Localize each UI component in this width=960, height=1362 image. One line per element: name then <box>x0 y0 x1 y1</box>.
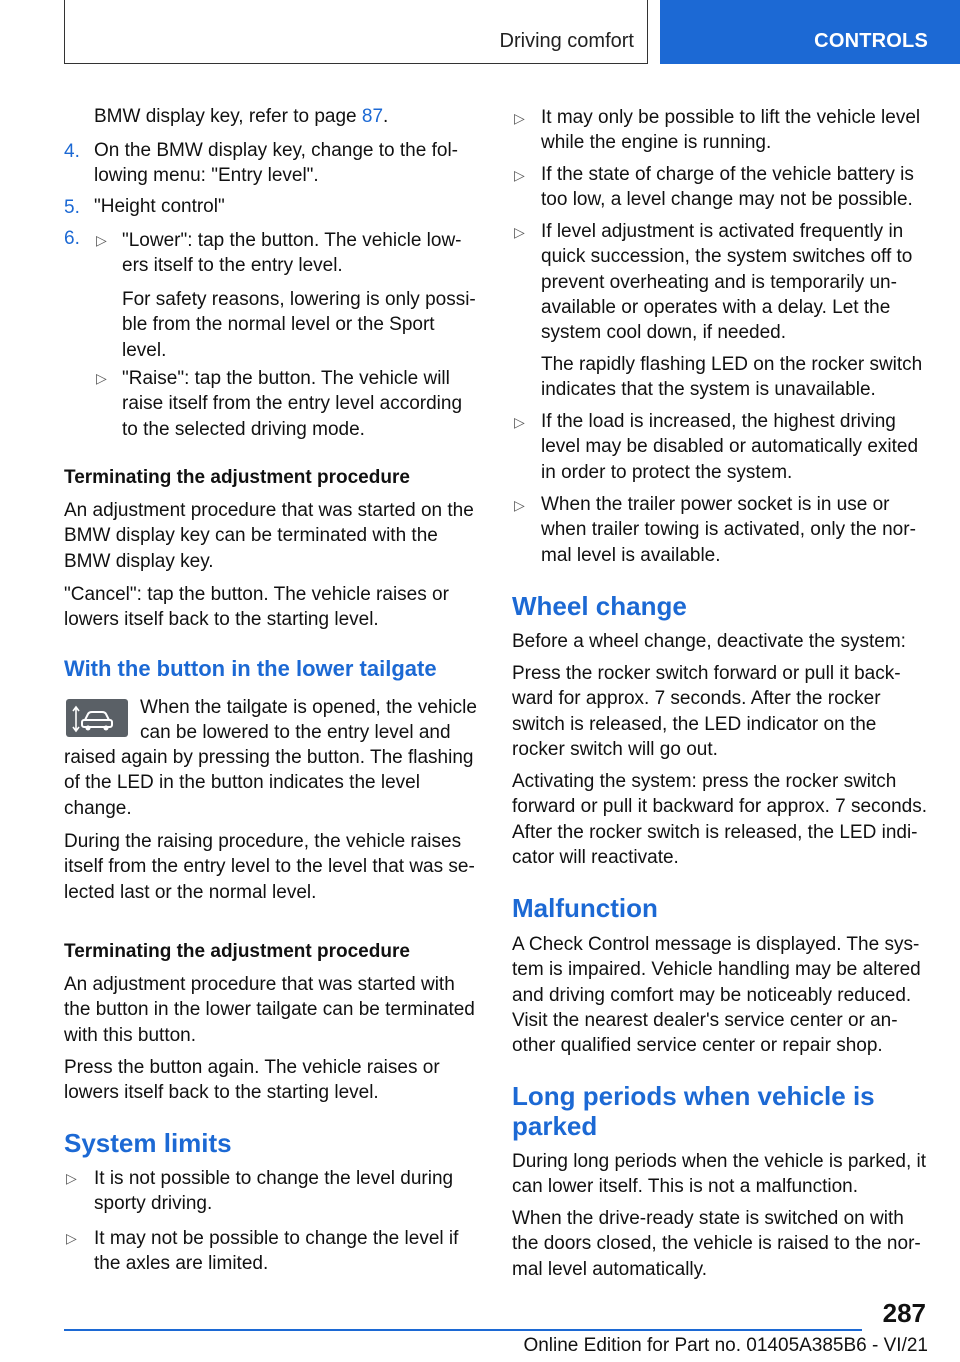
bullet-icon: ▷ <box>514 497 525 513</box>
bullet-icon: ▷ <box>514 224 525 240</box>
bullet-icon: ▷ <box>66 1230 77 1246</box>
heading-system-limits: System limits <box>64 1128 232 1158</box>
limit-bullet-5-note: The rapidly flashing LED on the rocker switch indicates that the system is unavailable. <box>541 354 923 401</box>
bullet-icon: ▷ <box>514 110 525 126</box>
subheading-terminating: Terminating the adjustment procedure <box>64 467 410 488</box>
limit-bullet-6: If the load is increased, the highest driving level may be disabled or automatically exited in order to protect the system. <box>541 411 919 483</box>
page-number: 287 <box>882 1298 926 1328</box>
subheading-terminating-2: Terminating the adjustment procedure <box>64 941 410 962</box>
terminating-text-2: An adjustment procedure that was started with the button in the lower tailgate can be terminated with this button. <box>64 974 475 1046</box>
press-again-text: Press the button again. The vehicle raises or lowers itself back to the starting level. <box>64 1057 440 1104</box>
footer-edition: Online Edition for Part no. 01405A385B6 - VI/21 <box>523 1335 928 1356</box>
step5-text: "Height control" <box>94 196 225 217</box>
wheel-change-intro: Before a wheel change, deactivate the system: <box>512 631 906 652</box>
step4-text: On the BMW display key, change to the fol- lowing menu: "Entry level". <box>94 140 458 187</box>
limit-bullet-7: When the trailer power socket is in use or when trailer towing is activated, only the nor- mal level is available. <box>541 494 916 566</box>
page-link[interactable]: 87 <box>361 106 384 127</box>
limit-bullet-2: It may not be possible to change the level if the axles are limited. <box>94 1228 459 1275</box>
limit-bullet-3: It may only be possible to lift the vehicle level while the engine is running. <box>541 107 921 154</box>
tailgate-text-top: When the tailgate is opened, the vehicle can be lowered to the entry level and <box>140 697 477 744</box>
step3-continuation: BMW display key, refer to page 87. <box>94 106 389 127</box>
heading-malfunction: Malfunction <box>512 893 658 923</box>
terminating-text: An adjustment procedure that was started on the BMW display key can be terminated with the BMW display key. <box>64 500 474 572</box>
limit-bullet-5: If level adjustment is activated frequently in quick succession, the system switches off to prevent overheating and is temporarily un- available or operates with a delay. Let the system cool down, if needed. <box>541 221 913 344</box>
car-level-icon <box>66 699 128 737</box>
chapter-tab-label: CONTROLS <box>814 30 928 52</box>
drive-ready-text: When the drive-ready state is switched on with the doors closed, the vehicle is raised to the nor- mal level automatically. <box>512 1208 921 1280</box>
step-number: 6. <box>64 228 80 249</box>
bullet-icon: ▷ <box>96 370 107 386</box>
raise-bullet-text: "Raise": tap the button. The vehicle will raise itself from the entry level according to the selected driving mode. <box>122 368 463 440</box>
heading-tailgate-button: With the button in the lower tailgate <box>64 656 437 681</box>
bullet-icon: ▷ <box>66 1170 77 1186</box>
heading-long-periods: Long periods when vehicle is parked <box>512 1081 875 1141</box>
tailgate-text: raised again by pressing the button. The flashing of the LED in the button indicates the level change. <box>64 747 474 819</box>
bullet-icon: ▷ <box>514 414 525 430</box>
malfunction-text: A Check Control message is displayed. The sys- tem is impaired. Vehicle handling may be altered and driving comfort may be noticeably reduced. Visit the nearest dealer's service center or an- other qualified service center or repair shop. <box>512 934 921 1057</box>
heading-wheel-change: Wheel change <box>512 591 687 621</box>
lower-bullet-note: For safety reasons, lowering is only possi- ble from the normal level or the Sport level. <box>122 289 476 361</box>
activating-text: Activating the system: press the rocker switch forward or pull it backward for approx. 7 seconds. After the rocker switch is released, the LED indi- cator will reactivate. <box>512 771 928 868</box>
step-number: 5. <box>64 197 80 218</box>
long-periods-text: During long periods when the vehicle is parked, it can lower itself. This is not a malfunction. <box>512 1151 927 1198</box>
cancel-text: "Cancel": tap the button. The vehicle raises or lowers itself back to the starting level. <box>64 584 449 631</box>
chapter-tab[interactable] <box>660 0 960 64</box>
bullet-icon: ▷ <box>514 167 525 183</box>
lower-bullet-text: "Lower": tap the button. The vehicle low- ers itself to the entry level. <box>122 230 462 277</box>
wheel-change-text: Press the rocker switch forward or pull it back- ward for approx. 7 seconds. After the rocker switch is released, the LED indicator on the rocker switch will go out. <box>512 663 901 760</box>
footer-rule <box>64 1329 862 1331</box>
section-title: Driving comfort <box>499 30 634 52</box>
limit-bullet-4: If the state of charge of the vehicle battery is too low, a level change may not be possible. <box>541 164 914 211</box>
raising-text: During the raising procedure, the vehicle raises itself from the entry level to the level that was se- lected last or the normal level. <box>64 831 475 903</box>
step-number: 4. <box>64 141 80 162</box>
limit-bullet-1: It is not possible to change the level during sporty driving. <box>94 1168 454 1215</box>
vehicle-level-button-icon <box>66 699 128 737</box>
bullet-icon: ▷ <box>96 232 107 248</box>
